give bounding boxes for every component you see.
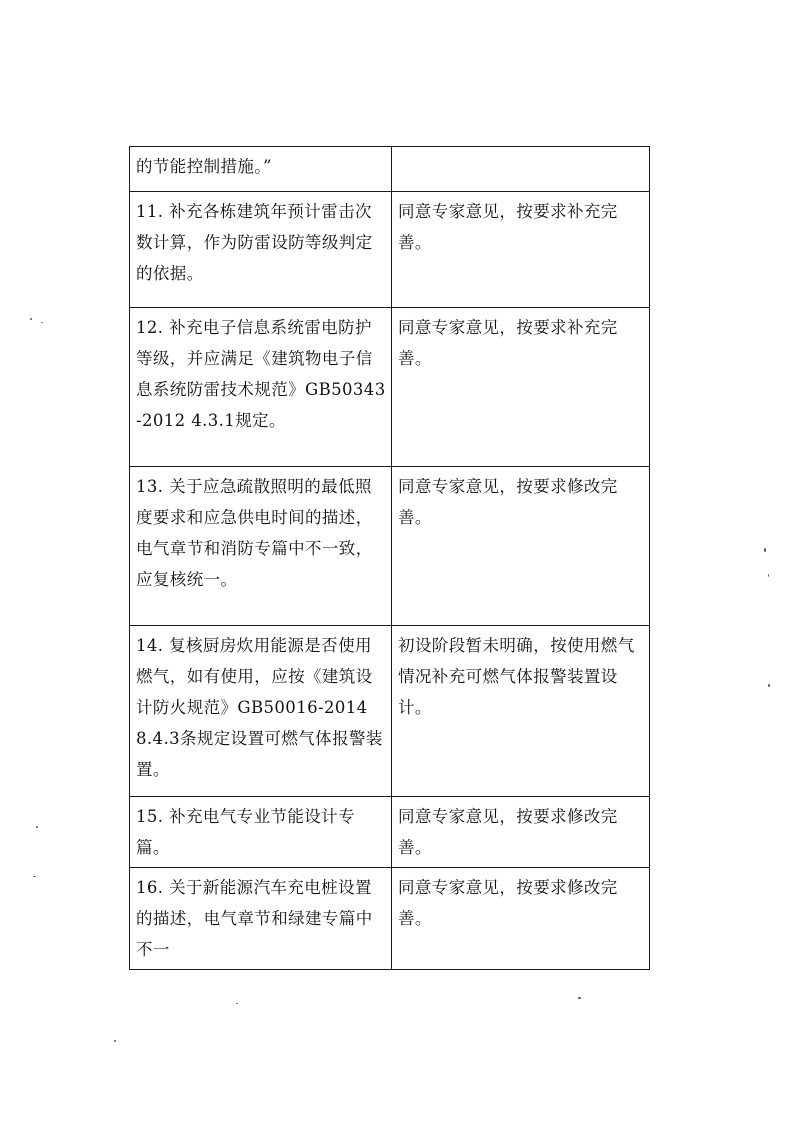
expert-comment-cell bbox=[130, 308, 392, 467]
response-cell bbox=[392, 626, 650, 797]
scan-speck bbox=[768, 574, 769, 577]
response-text: 同意专家意见，按要求修改完善。 bbox=[398, 878, 618, 928]
expert-comment-text: 15. 补充电气专业节能设计专篇。 bbox=[136, 807, 355, 857]
response-text: 同意专家意见，按要求补充完善。 bbox=[398, 202, 618, 252]
response-cell bbox=[392, 868, 650, 970]
scan-speck bbox=[41, 322, 43, 323]
response-text: 同意专家意见，按要求修改完善。 bbox=[398, 807, 618, 857]
table-row bbox=[130, 626, 650, 797]
expert-comment-text: 13. 关于应急疏散照明的最低照度要求和应急供电时间的描述，电气章节和消防专篇中不一致，应复核统一。 bbox=[136, 477, 373, 589]
expert-comment-text: 11. 补充各栋建筑年预计雷击次数计算，作为防雷设防等级判定的依据。 bbox=[136, 202, 373, 283]
expert-comment-text: 16. 关于新能源汽车充电桩设置的描述，电气章节和绿建专篇中不一 bbox=[136, 878, 373, 959]
table-row bbox=[130, 308, 650, 467]
table-row bbox=[130, 192, 650, 308]
scan-speck bbox=[236, 1003, 238, 1004]
response-text: 初设阶段暂未明确，按使用燃气情况补充可燃气体报警装置设计。 bbox=[398, 636, 635, 717]
scan-speck bbox=[764, 548, 766, 552]
expert-comment-cell bbox=[130, 626, 392, 797]
response-cell bbox=[392, 467, 650, 626]
scan-speck bbox=[114, 1040, 116, 1042]
expert-comment-cell bbox=[130, 192, 392, 308]
response-cell bbox=[392, 797, 650, 868]
response-text: 同意专家意见，按要求修改完善。 bbox=[398, 477, 618, 527]
scan-speck bbox=[30, 318, 32, 320]
response-text: 同意专家意见，按要求补充完善。 bbox=[398, 318, 618, 368]
scan-speck bbox=[578, 997, 581, 999]
scan-speck bbox=[36, 826, 38, 828]
response-cell bbox=[392, 192, 650, 308]
table-row bbox=[130, 147, 650, 192]
scan-speck bbox=[768, 684, 770, 687]
review-response-table bbox=[129, 146, 650, 970]
table-row bbox=[130, 868, 650, 970]
response-cell bbox=[392, 147, 650, 192]
scan-speck bbox=[33, 876, 36, 877]
expert-comment-cell bbox=[130, 147, 392, 192]
response-cell bbox=[392, 308, 650, 467]
table-row bbox=[130, 467, 650, 626]
table-row bbox=[130, 797, 650, 868]
expert-comment-text: 14. 复核厨房炊用能源是否使用燃气，如有使用，应按《建筑设计防火规范》GB50016-2014 8.4.3条规定设置可燃气体报警装置。 bbox=[136, 636, 385, 779]
expert-comment-text: 的节能控制措施。” bbox=[136, 157, 272, 176]
expert-comment-text: 12. 补充电子信息系统雷电防护等级，并应满足《建筑物电子信息系统防雷技术规范》GB50343-2012 4.3.1规定。 bbox=[136, 318, 386, 430]
expert-comment-cell bbox=[130, 868, 392, 970]
expert-comment-cell bbox=[130, 797, 392, 868]
expert-comment-cell bbox=[130, 467, 392, 626]
